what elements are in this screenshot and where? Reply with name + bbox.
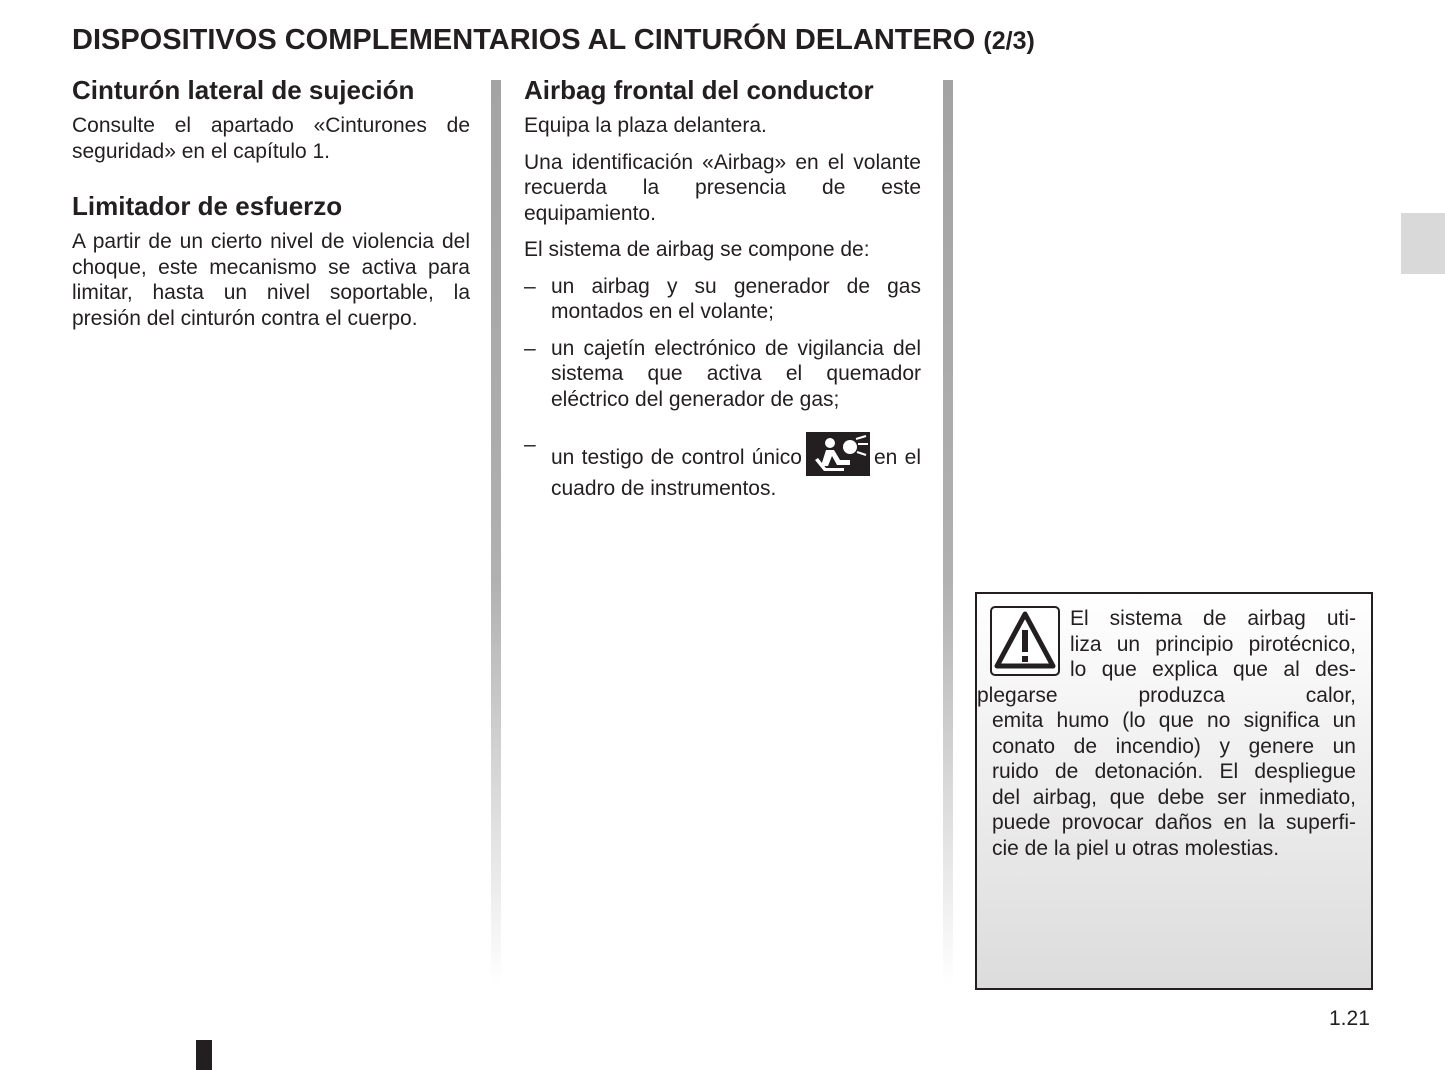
warning-triangle-icon — [990, 606, 1060, 676]
heading-limitador: Limitador de esfuerzo — [72, 191, 343, 221]
dash-bullet: – — [524, 433, 536, 456]
list-item: – un testigo de control único en el cuadro de instrumentos. — [524, 433, 921, 500]
page-number: 1.21 — [1329, 1007, 1370, 1030]
print-mark — [196, 1040, 212, 1070]
text-limitador: A partir de un cierto nivel de violencia del choque, este mecanismo se activa para limitar, hasta un nivel soportable, la presión del cinturón contra el cuerpo. — [72, 230, 470, 330]
column-divider-1 — [491, 80, 501, 985]
page-title: DISPOSITIVOS COMPLEMENTARIOS AL CINTURÓN DELANTERO (2/3) — [72, 24, 1035, 56]
dash-bullet: – — [524, 336, 536, 360]
text-identificacion: Una identificación «Airbag» en el volante recuerda la presencia de este equipamiento. — [524, 150, 921, 225]
column-divider-2 — [943, 80, 953, 985]
text-cinturon-lateral: Consulte el apartado «Cinturones de seguridad» en el capítulo 1. — [72, 114, 470, 163]
warning-text: El sistema de airbag uti- liza un principio pirotécnico, lo que explica que al des- plegarse produzca calor, emita humo (lo que no significa un conato de incendio) y genere un ruido de detonación. El despliegue del airbag, que debe ser inmediato, puede provocar daños en la superfi- cie de la piel u otras molestias. — [977, 607, 1356, 860]
list-item: – un cajetín electrónico de vigilancia del sistema que activa el quemador eléctrico del generador de gas; — [524, 336, 921, 411]
airbag-warning-light-icon — [806, 432, 870, 476]
heading-cinturon-lateral: Cinturón lateral de sujeción — [72, 75, 415, 105]
airbag-components-list — [524, 274, 921, 502]
chapter-tab — [1401, 213, 1445, 274]
page-title-part: (2/3) — [983, 27, 1035, 55]
dash-bullet: – — [524, 274, 536, 298]
text-equipa: Equipa la plaza delantera. — [524, 114, 767, 137]
list-item: – un airbag y su generador de gas montados en el volante; — [524, 274, 921, 323]
heading-airbag-frontal: Airbag frontal del conductor — [524, 75, 874, 105]
column-left — [72, 74, 470, 342]
text-sistema: El sistema de airbag se compone de: — [524, 238, 870, 261]
column-middle — [524, 74, 921, 513]
warning-box — [975, 592, 1373, 990]
